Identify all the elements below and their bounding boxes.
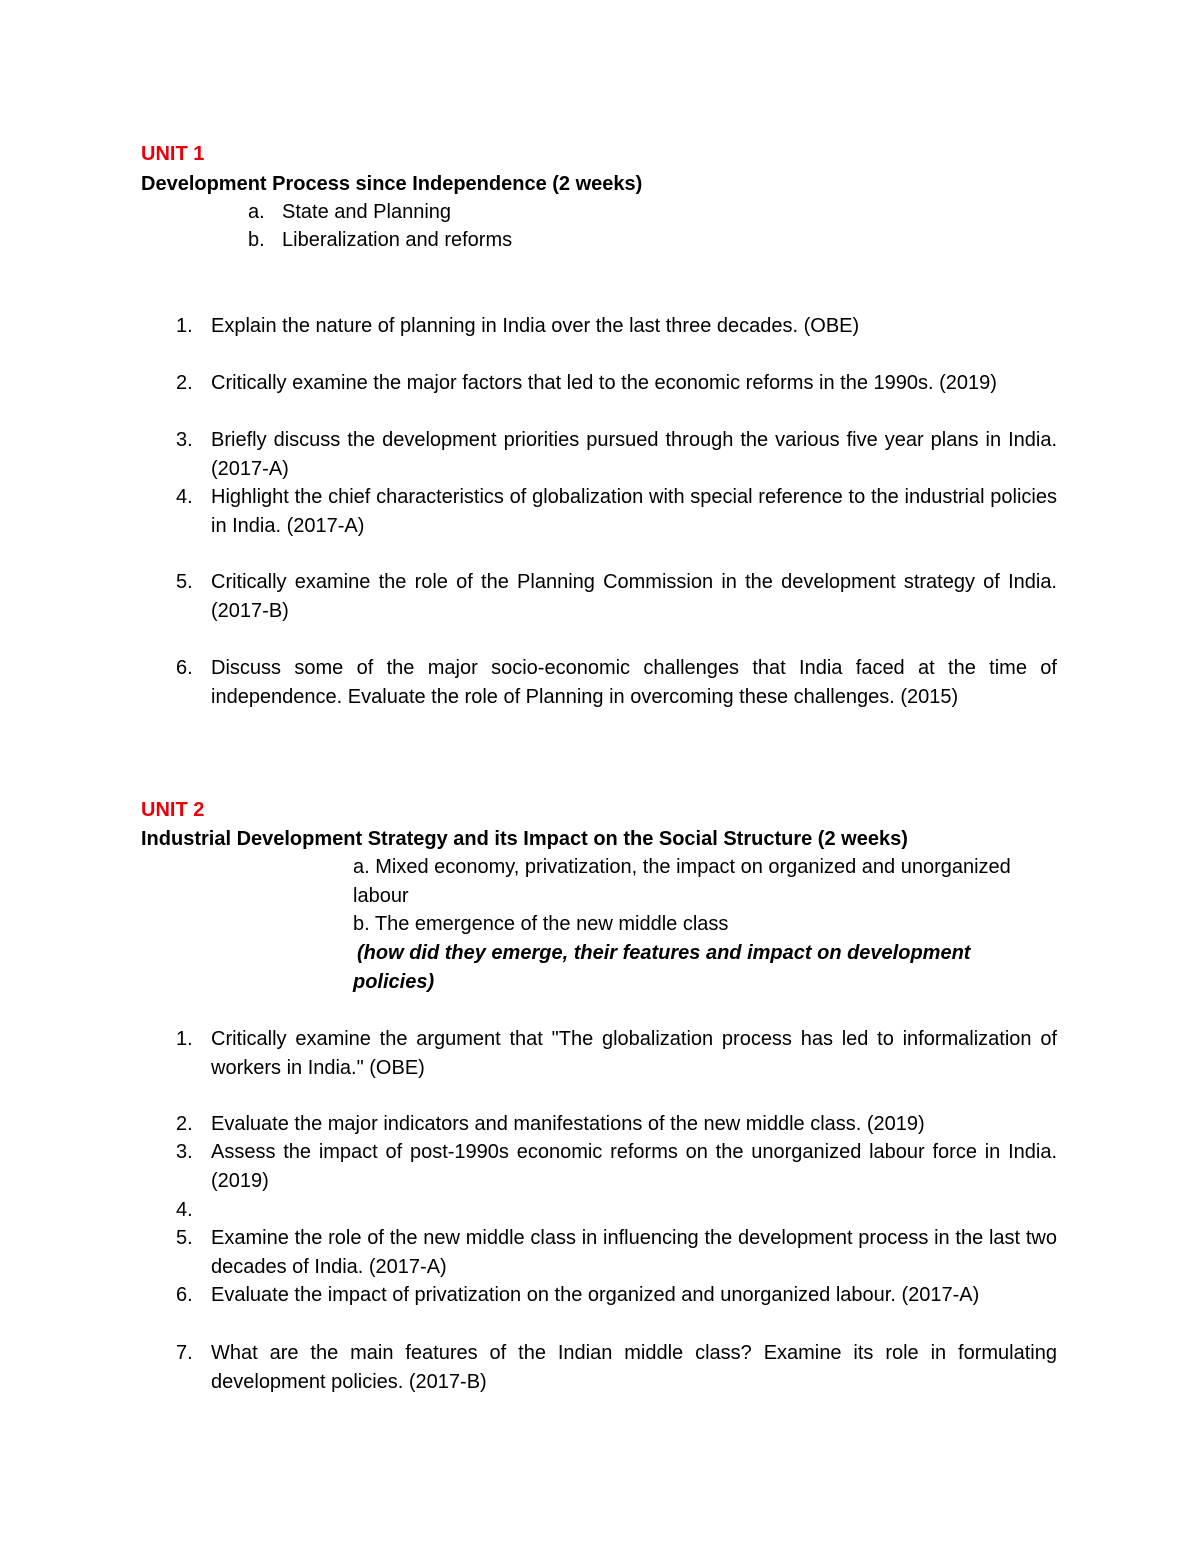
unit1-question-3-text: Briefly discuss the development priorities pursued through the various five year plans in India. (2017-A) [211, 429, 1057, 480]
unit1-question-3-number: 3. [176, 429, 193, 451]
subtopic-text: Liberalization and reforms [282, 229, 513, 251]
unit1-question-4-text: Highlight the chief characteristics of globalization with special reference to the industrial policies in India. (2017-A) [211, 486, 1057, 537]
unit1-question-5-text: Critically examine the role of the Planning Commission in the development strategy of India. (2017-B) [211, 571, 1057, 622]
unit2-question-2-number: 2. [176, 1113, 193, 1135]
unit1-question-6-text: Discuss some of the major socio-economic challenges that India faced at the time of independence. Evaluate the role of Planning in overcoming these challenges. (2015) [211, 657, 1057, 708]
unit2-subtopic-a: a. Mixed economy, privatization, the impact on organized and unorganized labour [353, 856, 1011, 907]
unit1-question-1-number: 1. [176, 315, 193, 337]
unit2-subtopic-note: (how did they emerge, their features and impact on development policies) [353, 942, 971, 993]
unit1-question-4-number: 4. [176, 486, 193, 508]
unit1-question-1-text: Explain the nature of planning in India over the last three decades. (OBE) [211, 315, 860, 337]
unit2-question-3-number: 3. [176, 1141, 193, 1163]
unit1-subtopic-b [248, 226, 512, 254]
unit2-question-1-text: Critically examine the argument that "The globalization process has led to informalization of workers in India." (OBE) [211, 1028, 1057, 1079]
unit2-question-6-text: Evaluate the impact of privatization on the organized and unorganized labour. (2017-A) [211, 1284, 980, 1306]
unit2-question-1-number: 1. [176, 1028, 193, 1050]
unit2-question-5-number: 5. [176, 1227, 193, 1249]
unit1-question-2-text: Critically examine the major factors that led to the economic reforms in the 1990s. (2019) [211, 372, 997, 394]
unit1-question-6-number: 6. [176, 657, 193, 679]
subtopic-text: State and Planning [282, 201, 452, 223]
unit2-question-7-text: What are the main features of the Indian middle class? Examine its role in formulating development policies. (2017-B) [211, 1342, 1057, 1393]
subtopic-marker: a. [248, 201, 265, 223]
unit2-title: Industrial Development Strategy and its Impact on the Social Structure (2 weeks) [141, 828, 908, 850]
subtopic-marker: b. [248, 229, 265, 251]
unit2-question-5-text: Examine the role of the new middle class in influencing the development process in the last two decades of India. (2017-A) [211, 1227, 1057, 1278]
unit1-heading: UNIT 1 [141, 143, 205, 165]
unit1-subtopic-a [248, 198, 451, 226]
unit2-heading: UNIT 2 [141, 799, 205, 821]
unit2-question-6-number: 6. [176, 1284, 193, 1306]
unit2-question-7-number: 7. [176, 1342, 193, 1364]
unit2-subtopic-b: b. The emergence of the new middle class [353, 913, 729, 935]
unit1-title: Development Process since Independence (2 weeks) [141, 173, 643, 195]
unit1-question-5-number: 5. [176, 571, 193, 593]
unit2-question-4-number: 4. [176, 1199, 193, 1221]
unit1-question-2-number: 2. [176, 372, 193, 394]
unit2-question-3-text: Assess the impact of post-1990s economic reforms on the unorganized labour force in India. (2019) [211, 1141, 1057, 1192]
unit2-question-2-text: Evaluate the major indicators and manifestations of the new middle class. (2019) [211, 1113, 925, 1135]
